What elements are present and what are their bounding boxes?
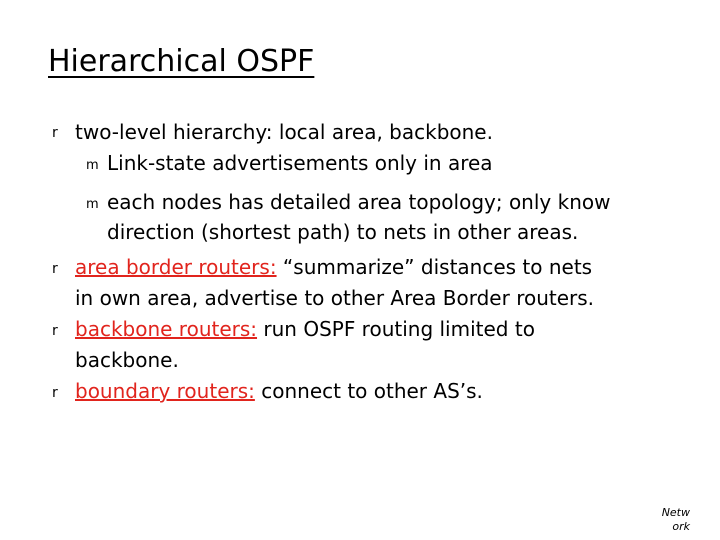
- bullet-4-text: connect to other AS’s.: [254, 379, 483, 403]
- sub-bullet-2-line1: each nodes has detailed area topology; only know: [107, 190, 611, 214]
- bullet-marker: r: [52, 261, 58, 277]
- term-backbone-routers: backbone routers:: [75, 317, 258, 341]
- bullet-3-line2: backbone.: [75, 348, 179, 372]
- slide-title: Hierarchical OSPF: [48, 44, 315, 79]
- bullet-3-text: run OSPF routing limited to: [257, 317, 535, 341]
- sub-bullet-2-line2: direction (shortest path) to nets in other areas.: [107, 220, 579, 244]
- term-boundary-routers: boundary routers:: [75, 379, 255, 403]
- sub-bullet-marker: m: [86, 197, 99, 212]
- bullet-4-line1: [75, 379, 483, 403]
- bullet-marker: r: [52, 125, 58, 141]
- bullet-1-text: two-level hierarchy: local area, backbone.: [75, 120, 493, 144]
- bullet-marker: r: [52, 323, 58, 339]
- footer-line2: ork: [672, 520, 690, 533]
- term-area-border-routers: area border routers:: [75, 255, 277, 279]
- bullet-marker: r: [52, 385, 58, 401]
- sub-bullet-marker: m: [86, 158, 99, 173]
- footer-line1: Netw: [661, 506, 690, 519]
- bullet-2-line1: [75, 255, 592, 279]
- sub-bullet-1-text: Link-state advertisements only in area: [107, 151, 493, 175]
- bullet-2-line2: in own area, advertise to other Area Border routers.: [75, 286, 595, 310]
- bullet-3-line1: [75, 317, 535, 341]
- footer-label: [662, 506, 690, 534]
- bullet-2-text: “summarize” distances to nets: [276, 255, 593, 279]
